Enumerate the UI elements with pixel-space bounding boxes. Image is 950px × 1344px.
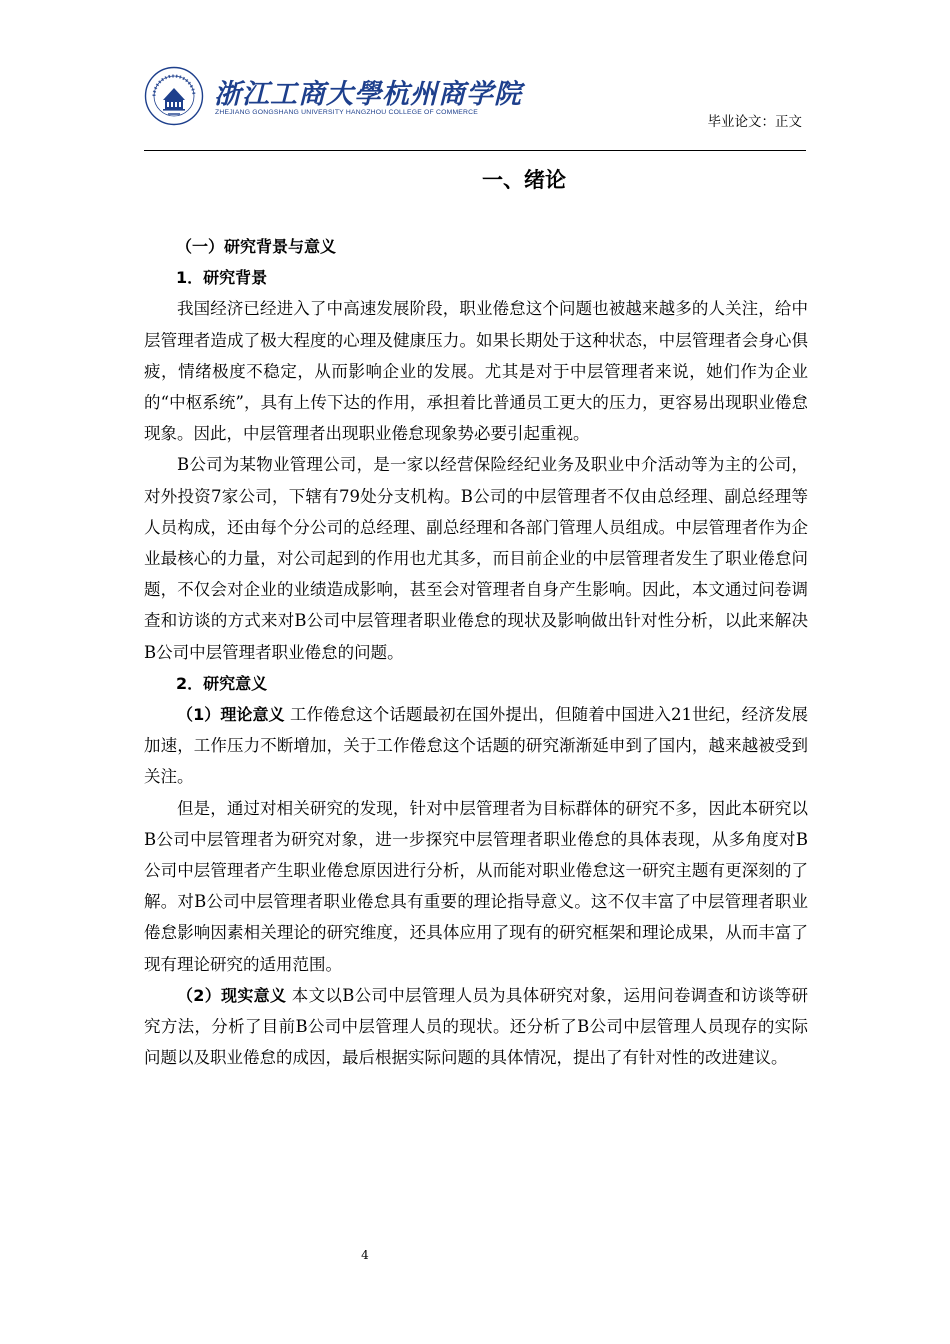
paragraph: 我国经济已经进入了中高速发展阶段，职业倦怠这个问题也被越来越多的人关注，给中层管理者造成了极大程度的心理及健康压力。如果长期处于这种状态，中层管理者会身心俱疲，情绪极度不稳定，从而影响企业的发展。尤其是对于中层管理者来说，她们作为企业的“中枢系统”，具有上传下达的作用，承担着比普通员工更大的压力，更容易出现职业倦怠现象。因此，中层管理者出现职业倦怠现象势必要引起重视。 [144,299,808,444]
page-header [144,66,806,150]
paragraph: B公司为某物业管理公司，是一家以经营保险经纪业务及职业中介活动等为主的公司，对外投资7家公司，下辖有79处分支机构。B公司的中层管理者不仅由总经理、副总经理等人员构成，还由每个分公司的总经理、副总经理和各部门管理人员组成。中层管理者作为企业最核心的力量，对公司起到的作用也尤其多，而目前企业的中层管理者发生了职业倦怠问题，不仅会对企业的业绩造成影响，甚至会对管理者自身产生影响。因此，本文通过问卷调查和访谈的方式来对B公司中层管理者职业倦怠的现状及影响做出针对性分析，以此来解决B公司中层管理者职业倦怠的问题。 [144,455,808,662]
university-name-cn: 浙江工商大學杭州商学院 [214,79,522,110]
university-name-en: ZHEJIANG GONGSHANG UNIVERSITY HANGZHOU COLLEGE OF COMMERCE [215,109,478,116]
paragraph-text: 工作倦怠这个话题最初在国外提出，但随着中国进入21世纪，经济发展加速，工作压力不断增加，关于工作倦怠这个话题的研究渐渐延申到了国内，越来越被受到关注。 [144,705,809,787]
paragraph-text: 但是，通过对相关研究的发现，针对中层管理者为目标群体的研究不多，因此本研究以B公司中层管理者为研究对象，进一步探究中层管理者职业倦怠的具体表现，从多角度对B公司中层管理者产生职业倦怠原因进行分析，从而能对职业倦怠这一研究主题有更深刻的了解。对B公司中层管理者职业倦怠具有重要的理论指导意义。这不仅丰富了中层管理者职业倦怠影响因素相关理论的研究维度，还具体应用了现有的研究框架和理论成果，从而丰富了现有理论研究的适用范围。 [144,798,808,974]
header-rule [144,150,806,151]
paragraph [144,980,808,1074]
university-seal-logo [144,66,204,126]
subsection-heading: 1．研究背景 [176,268,268,288]
paragraph [144,699,808,793]
body-text [144,230,808,1073]
paragraph-lead: （2）现实意义 [177,985,287,1005]
paragraph-lead: （1）理论意义 [177,705,285,725]
page-number: 4 [361,1248,369,1262]
chapter-title: 一、绪论 [482,168,566,192]
paragraph-text: 本文以B公司中层管理人员为具体研究对象，运用问卷调查和访谈等研究方法，分析了目前B公司中层管理人员的现状。还分析了B公司中层管理人员现存的实际问题以及职业倦怠的成因，最后根据实际问题的具体情况，提出了有针对性的改进建议。 [144,985,808,1068]
paragraph [144,793,808,980]
section-heading: （一）研究背景与意义 [176,237,337,256]
subsection-heading: 2．研究意义 [176,673,268,693]
running-head: 毕业论文：正文 [707,114,802,130]
